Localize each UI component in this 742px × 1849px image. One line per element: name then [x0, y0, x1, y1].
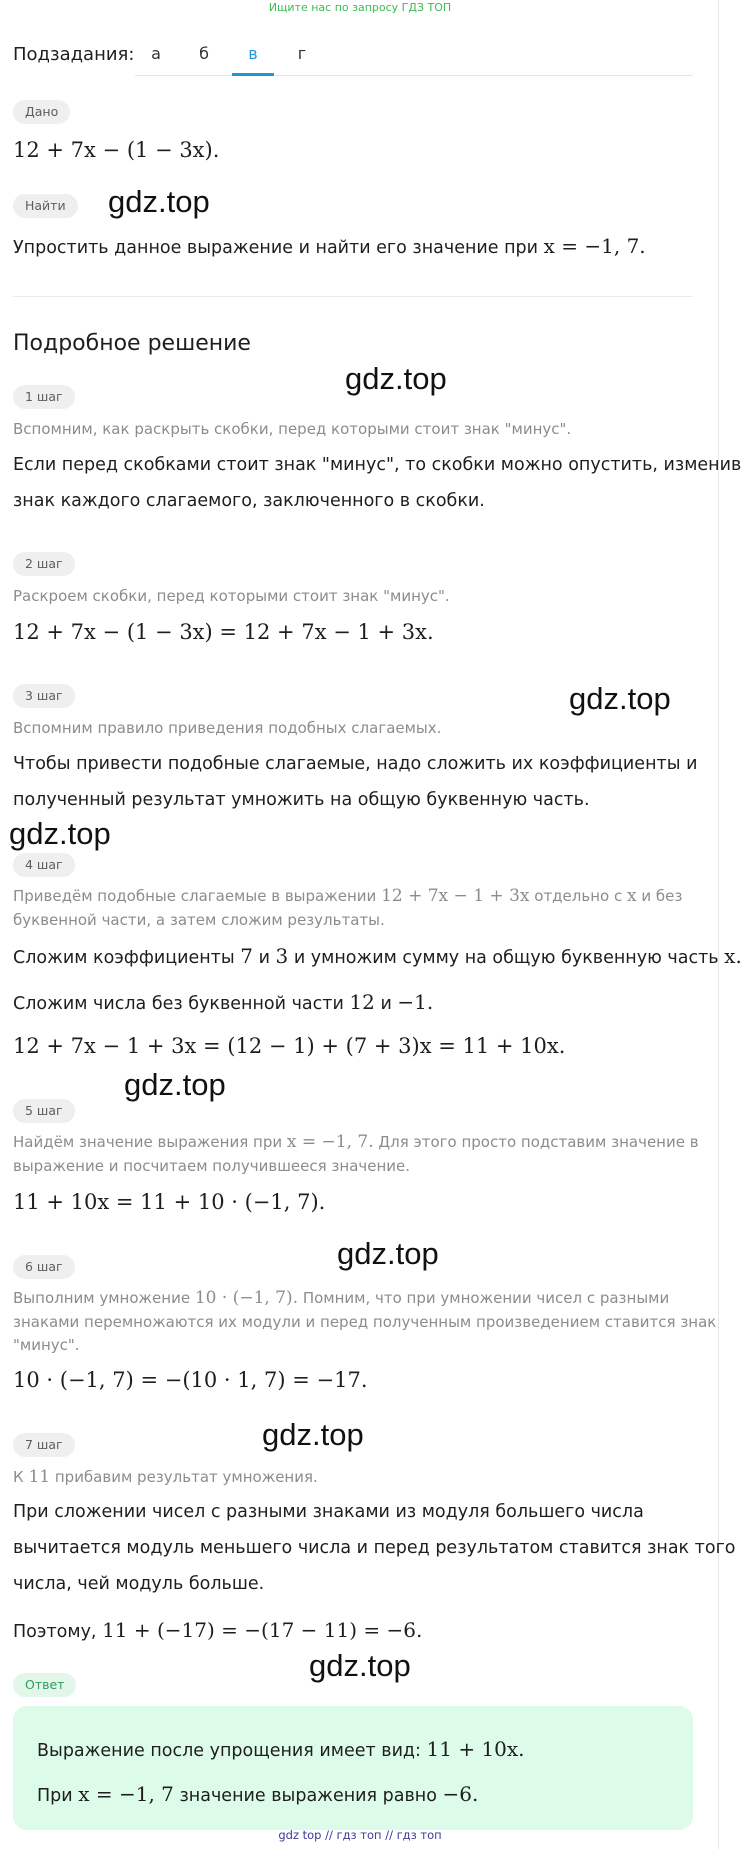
- step-4-line-2: [13, 990, 433, 1014]
- step-7-hint: [13, 1467, 318, 1487]
- step-6-hint-1-math: 10 · (−1, 7).: [194, 1288, 299, 1308]
- step-4-line-2-math-1: 12: [349, 990, 375, 1014]
- step-5-hint-1-math: x = −1, 7.: [286, 1132, 374, 1152]
- answer-line-1-math: 11 + 10x.: [426, 1737, 525, 1761]
- step-3-line-1: Чтобы привести подобные слагаемые, надо сложить их коэффициенты и: [13, 754, 698, 774]
- watermark: gdz.top: [124, 1067, 226, 1102]
- step-4-hint-1-math-2: x: [627, 886, 637, 906]
- step-7-line-1: При сложении чисел с разными знаками из модуля большего числа: [13, 1502, 644, 1522]
- step-4-line-2-math-2: −1.: [397, 990, 434, 1014]
- step-5-math: 11 + 10x = 11 + 10 · (−1, 7).: [13, 1190, 326, 1214]
- tab-b[interactable]: б: [199, 44, 209, 63]
- step-4-hint-2: буквенной части, а затем сложим результаты.: [13, 911, 385, 929]
- step-7-line-4: [13, 1618, 422, 1642]
- step-4-math: 12 + 7x − 1 + 3x = (12 − 1) + (7 + 3)x = 11 + 10x.: [13, 1034, 566, 1058]
- step-4-hint-1-text-c: и без: [641, 887, 683, 905]
- answer-line-2-text-a: При: [37, 1786, 73, 1806]
- tab-g[interactable]: г: [297, 44, 307, 63]
- step-5-hint-1-text-b: Для этого просто подставим значение в: [378, 1133, 699, 1151]
- watermark: gdz.top: [9, 816, 111, 851]
- watermark: gdz.top: [337, 1236, 439, 1271]
- step-3-hint: Вспомним правило приведения подобных слагаемых.: [13, 719, 442, 737]
- step-1-hint: Вспомним, как раскрыть скобки, перед которыми стоит знак "минус".: [13, 420, 572, 438]
- answer-badge: Ответ: [13, 1673, 76, 1697]
- step-5-hint-1-text-a: Найдём значение выражения при: [13, 1133, 283, 1151]
- step-6-math: 10 · (−1, 7) = −(10 · 1, 7) = −17.: [13, 1368, 368, 1392]
- step-7-line-2: вычитается модуль меньшего числа и перед результатом ставится знак того: [13, 1538, 736, 1558]
- step-6-badge: 6 шаг: [13, 1255, 75, 1279]
- step-4-line-1-text-a: Сложим коэффициенты: [13, 948, 235, 968]
- step-2-math: 12 + 7x − (1 − 3x) = 12 + 7x − 1 + 3x.: [13, 620, 434, 644]
- subtasks-tabs: [135, 36, 693, 76]
- step-5-hint-2: выражение и посчитаем получившееся значение.: [13, 1157, 411, 1175]
- step-6-hint-1: [13, 1288, 669, 1308]
- answer-line-1-text: Выражение после упрощения имеет вид:: [37, 1741, 421, 1761]
- tab-a[interactable]: а: [151, 44, 161, 63]
- answer-line-2-text-b: значение выражения равно: [179, 1786, 437, 1806]
- watermark: gdz.top: [262, 1417, 364, 1452]
- find-badge: Найти: [13, 194, 78, 218]
- step-3-line-2: полученный результат умножить на общую буквенную часть.: [13, 790, 590, 810]
- watermark: gdz.top: [345, 361, 447, 396]
- answer-line-2-math-1: x = −1, 7: [78, 1782, 174, 1806]
- section-divider: [13, 296, 693, 297]
- step-6-hint-2: знаками перемножаются их модули и перед полученным произведением ставится знак: [13, 1313, 717, 1331]
- find-text-label: Упростить данное выражение и найти его значение при: [13, 238, 539, 258]
- step-7-line-3: числа, чей модуль больше.: [13, 1574, 265, 1594]
- step-1-badge: 1 шаг: [13, 385, 75, 409]
- step-7-badge: 7 шаг: [13, 1433, 75, 1457]
- footer-links[interactable]: gdz top // гдз топ // гдз топ: [278, 1828, 442, 1842]
- step-4-line-1-text-c: и умножим сумму на общую буквенную часть: [293, 948, 719, 968]
- find-text: [13, 234, 646, 258]
- step-3-badge: 3 шаг: [13, 684, 75, 708]
- step-6-hint-3: "минус".: [13, 1336, 80, 1354]
- step-1-line-1: Если перед скобками стоит знак "минус", то скобки можно опустить, изменив: [13, 455, 742, 475]
- step-4-badge: 4 шаг: [13, 853, 75, 877]
- step-4-line-2-text-b: и: [380, 994, 392, 1014]
- step-7-hint-text-a: К: [13, 1468, 24, 1486]
- solution-title: Подробное решение: [13, 331, 251, 356]
- step-4-line-1-math-3: x.: [724, 944, 742, 968]
- answer-line-1: [37, 1737, 525, 1761]
- given-expression: 12 + 7x − (1 − 3x).: [13, 138, 220, 162]
- subtasks-label: Подзадания:: [13, 44, 135, 65]
- step-2-badge: 2 шаг: [13, 552, 75, 576]
- watermark: gdz.top: [309, 1648, 411, 1683]
- step-4-hint-1-math: 12 + 7x − 1 + 3x: [381, 886, 530, 906]
- search-banner: Ищите нас по запросу ГДЗ ТОП: [268, 1, 452, 14]
- step-4-hint-1-text-b: отдельно с: [534, 887, 623, 905]
- step-4-hint-1: [13, 886, 682, 906]
- find-math: x = −1, 7.: [543, 234, 646, 258]
- step-5-badge: 5 шаг: [13, 1099, 75, 1123]
- given-badge: Дано: [13, 100, 70, 124]
- step-4-hint-1-text-a: Приведём подобные слагаемые в выражении: [13, 887, 377, 905]
- step-6-hint-1-text-a: Выполним умножение: [13, 1289, 191, 1307]
- page-right-border: [718, 0, 719, 1849]
- step-4-line-1-math-2: 3: [275, 944, 289, 968]
- step-1-line-2: знак каждого слагаемого, заключенного в скобки.: [13, 491, 485, 511]
- watermark: gdz.top: [108, 184, 210, 219]
- answer-box: [13, 1706, 693, 1830]
- step-7-hint-math: 11: [28, 1467, 51, 1487]
- step-6-hint-1-text-b: Помним, что при умножении чисел с разными: [302, 1289, 670, 1307]
- tab-v[interactable]: в: [248, 44, 258, 63]
- answer-line-2-math-2: −6.: [442, 1782, 479, 1806]
- step-5-hint-1: [13, 1132, 699, 1152]
- step-2-hint: Раскроем скобки, перед которыми стоит знак "минус".: [13, 587, 450, 605]
- step-7-line-4-math: 11 + (−17) = −(17 − 11) = −6.: [102, 1618, 423, 1642]
- step-4-line-1-text-b: и: [258, 948, 270, 968]
- step-4-line-1: [13, 944, 742, 968]
- step-7-hint-text-b: прибавим результат умножения.: [54, 1468, 318, 1486]
- step-4-line-2-text-a: Сложим числа без буквенной части: [13, 994, 344, 1014]
- watermark: gdz.top: [569, 681, 671, 716]
- answer-line-2: [37, 1782, 478, 1806]
- step-7-line-4-text: Поэтому,: [13, 1622, 97, 1642]
- step-4-line-1-math-1: 7: [240, 944, 254, 968]
- active-tab-indicator: [232, 73, 274, 76]
